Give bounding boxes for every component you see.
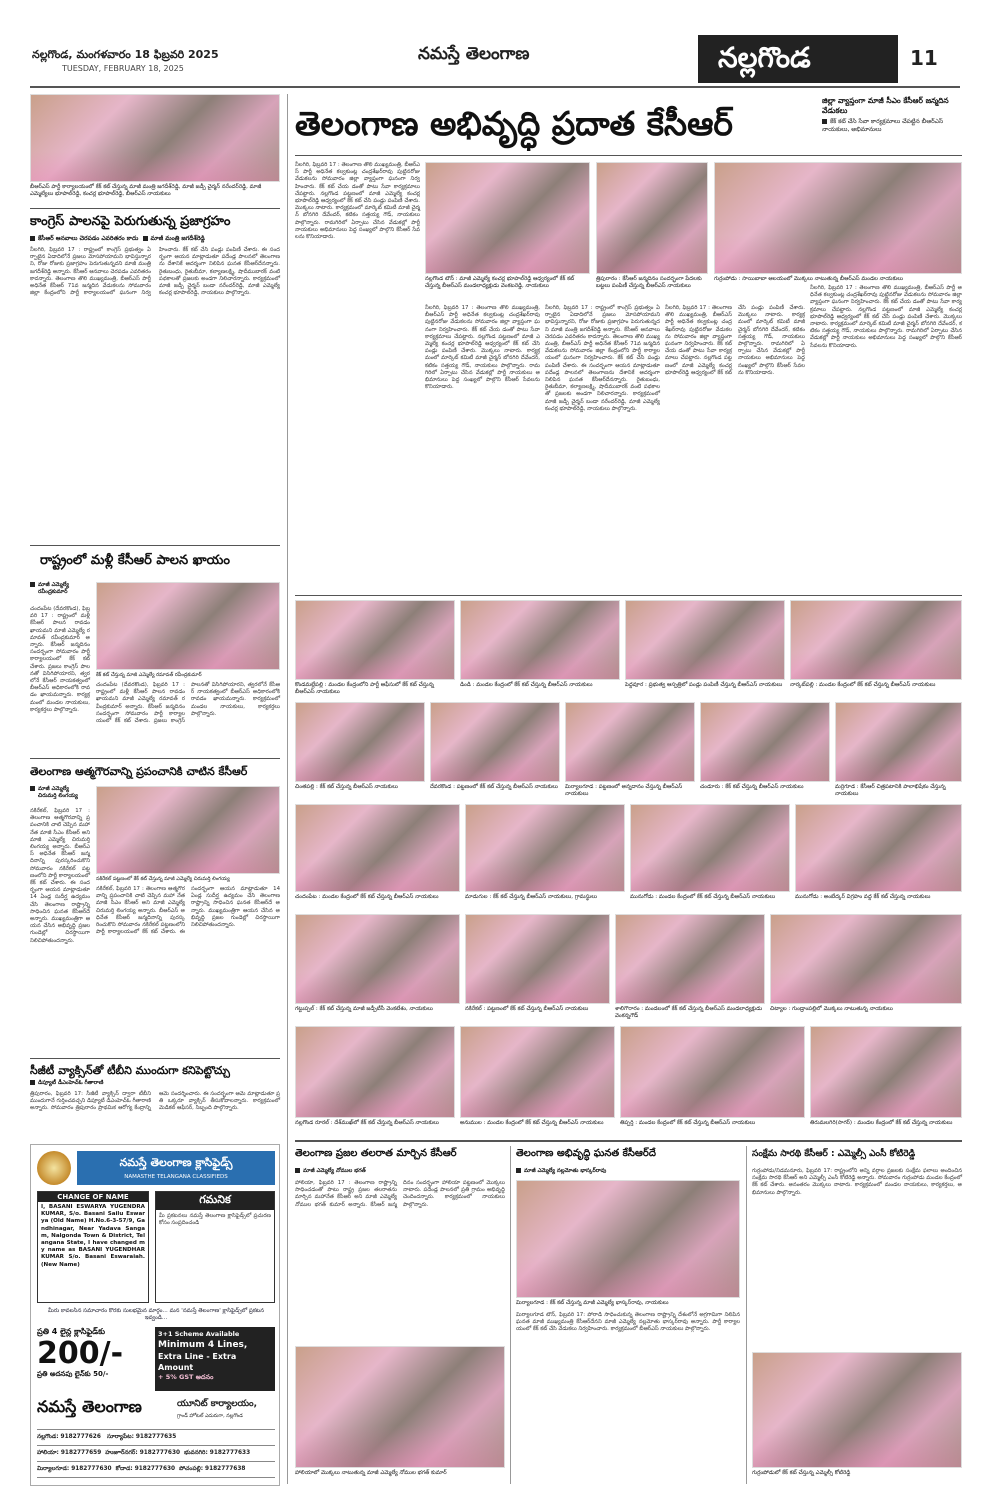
contacts-row xyxy=(37,1445,275,1461)
top-left-photo xyxy=(30,94,280,182)
classifieds-logo xyxy=(77,1151,275,1185)
story4-byline xyxy=(30,1080,280,1087)
grid-caption: తిప్పర్తి : మండల కేంద్రంలో కేక్ కట్ చేస్తున్న బీఆర్ఎస్ నాయకులు xyxy=(620,1120,756,1126)
bottom1-byline xyxy=(295,1168,505,1175)
bullet-icon xyxy=(295,1168,300,1173)
lead-body-col1: నీలగిరి, ఫిబ్రవరి 17 : తెలంగాణ తొలి ముఖ్యమంత్రి, బీఆర్ఎస్ పార్టీ అధినేత కల్వకుంట్ల చంద్రశేఖర్‌రావు పుట్టినరోజు వేడుకలను సోమవారం జిల్లా వ్యాప్తంగా ఘనంగా నిర్వహించారు. కేక్ కట్ చేయ డంతో పాటు సేవా కార్యక్రమాలు చేపట్టారు. నల్లగొండ పట్టణంలో మాజీ ఎమ్మెల్యే కంచర్ల భూపాల్‌రెడ్డి ఆధ్వర్యంలో కేక్ కట్ చేసి పండ్లు పంపిణీ చేశారు. మొక్కలు నాటారు. కార్యక్రమంలో మార్కెట్ కమిటీ మాజీ చైర్మన్ బోనగిరి దేవేందర్, కటికం సత్తయ్య గౌడ్, నాయకులు పాల్గొన్నారు. రామగిరిలో ఏర్పాటు చేసిన వేడుకల్లో పార్టీ నాయకులు అభిమానులు పెద్ద సంఖ్యలో పాల్గొని కేసీఆర్ సేవలను కొనియాడారు. xyxy=(295,162,420,241)
divider xyxy=(30,208,280,209)
price-head: ప్రతి 4 లైన్ల క్లాసిఫైడ్‌కు xyxy=(37,1327,106,1336)
divider xyxy=(295,1140,962,1142)
lead-body-col2: నీలగిరి, ఫిబ్రవరి 17 : తెలంగాణ తొలి ముఖ్యమంత్రి, బీఆర్ఎస్ పార్టీ అధినేత కల్వకుంట్ల చంద్రశేఖర్‌రావు పుట్టినరోజు వేడుకలను సోమవారం జిల్లా వ్యాప్తంగా ఘనంగా నిర్వహించారు. కేక్ కట్ చేయ డంతో పాటు సేవా కార్యక్రమాలు చేపట్టారు. నల్లగొండ పట్టణంలో మాజీ ఎమ్మెల్యే కంచర్ల భూపాల్‌రెడ్డి ఆధ్వర్యంలో కేక్ కట్ చేసి పండ్లు పంపిణీ చేశారు. మొక్కలు నాటారు. కార్యక్రమంలో మార్కెట్ కమిటీ మాజీ చైర్మన్ బోనగిరి దేవేందర్, కటికం సత్తయ్య గౌడ్, నాయకులు పాల్గొన్నారు. రామగిరిలో ఏర్పాటు చేసిన వేడుకల్లో పార్టీ నాయకులు అభిమానులు పెద్ద సంఖ్యలో పాల్గొని కేసీఆర్ సేవలను కొనియాడారు. xyxy=(425,305,540,391)
contact-item: నల్లగొండ: 9182777626 xyxy=(37,1434,101,1440)
classifieds-logo-text: నమస్తే తెలంగాణ క్లాసిఫైడ్స్ xyxy=(119,1156,233,1169)
story3-byline-name: చిరుమర్తి లింగయ్య xyxy=(38,793,78,799)
bottom3-body: గుర్రంపోడు/నిడమనూరు, ఫిబ్రవరి 17: రాష్ట్రంలోని అన్ని వర్గాల ప్రజలకు సంక్షేమ ఫలాలు అందించిన సంక్షేమ సారథి కేసీఆర్ అని ఎమ్మెల్సీ ఎంసీ కోటిరెడ్డి అన్నారు. సోమవారం గుర్రంపోడు మండల కేంద్రంలో కేక్ కట్ చేశారు. అనంతరం మొక్కలు నాటారు. కార్యక్రమంలో మండల నాయకులు, కార్యకర్తలు, అభిమానులు పాల్గొన్నారు. xyxy=(752,1168,962,1196)
grid-caption: మాడుగుల : కేక్ కట్ చేస్తున్న బీఆర్ఎస్ నాయకులు, గ్రామస్థులు xyxy=(465,894,598,900)
column-divider xyxy=(746,1146,747,1484)
price-panel xyxy=(37,1327,149,1391)
change-of-name-title: CHANGE OF NAME xyxy=(38,1192,148,1202)
story3-photo xyxy=(96,786,280,874)
bottom1-headline: తెలంగాణ ప్రజల తలరాత మార్చిన కేసీఆర్ xyxy=(295,1148,457,1159)
classifieds-logo-en: NAMASTHE TELANGANA CLASSIFIEDS xyxy=(124,1174,228,1180)
grid-caption: మునుగోడు : అంబేద్కర్ విగ్రహం వద్ద కేక్ కట్ చేస్తున్న నాయకులు xyxy=(795,894,931,900)
story1-sub-left: కేసీఆర్ ఆనవాలు చెరపడం ఎవరితరం కాదు xyxy=(38,235,139,242)
story2-body-right: చందంపేట (దేవరకొండ), ఫిబ్రవరి 17 : రాష్ట్రంలో మళ్లీ కేసీఆర్ పాలన రావడం ఖాయమని మాజీ ఎమ్మెల్యే రమావత్ రవీంద్రకుమార్ అన్నారు. కేసీఆర్ జన్మదినం సందర్భంగా సోమవారం పార్టీ కార్యాలయంలో కేక్ కట్ చేశారు. ప్రజలు కాంగ్రెస్ పాలనతో విసిగిపోయారని, త్వరలోనే కేసీఆర్ నాయకత్వంలో బీఆర్ఎస్ అధికారంలోకి రావడం ఖాయమన్నారు. కార్యక్రమంలో మండల నాయకులు, కార్యకర్తలు పాల్గొన్నారు. xyxy=(96,682,280,725)
office-logo: నమస్తే తెలంగాణ xyxy=(37,1397,142,1416)
office-panel xyxy=(37,1395,275,1425)
contact-item: కోదాడ: 9182777630 xyxy=(115,1466,176,1472)
grid-caption: కొండమల్లేపల్లి : మండల కేంద్రంలోని పార్టీ ఆఫీసులో కేక్ కట్ చేస్తున్న బీఆర్ఎస్ నాయకులు xyxy=(295,682,435,695)
grid-caption: దేవరకొండ : పట్టణంలో కేక్ కట్ చేస్తున్న బీఆర్ఎస్ నాయకులు xyxy=(430,784,558,790)
bottom2-byline xyxy=(516,1168,740,1175)
bottom1-byline-text: మాజీ ఎమ్మెల్యే నోముల భగత్ xyxy=(303,1168,366,1174)
grid-photo xyxy=(620,1026,805,1118)
grid-photo xyxy=(430,702,560,782)
grid-photo xyxy=(295,702,425,782)
office-sub: గ్రాండ్ హోటల్ ఎదురుగా, నల్లగొండ xyxy=(177,1413,243,1419)
classifieds-promo: మీరు కావలసిన సమాచారం కొరకు సులభమైన మార్గం... మన 'నమస్తే తెలంగాణ' క్లాసిఫైడ్స్‌లో ప్రకటన ఇవ్వండి... xyxy=(47,1308,265,1321)
bullet-icon xyxy=(143,236,148,241)
page-number: 11 xyxy=(910,46,938,70)
bottom1-photo xyxy=(295,1346,505,1468)
lead-photo-1 xyxy=(425,162,590,274)
grid-photo xyxy=(700,702,830,782)
divider xyxy=(30,1058,280,1059)
contact-item: సూర్యాపేట: 9182777635 xyxy=(106,1434,177,1440)
contact-item: మిర్యాలగూడ: 9182777630 xyxy=(37,1466,112,1472)
grid-photo xyxy=(625,600,785,680)
story3-byline xyxy=(30,786,90,800)
story2-headline: రాష్ట్రంలో మళ్లీ కేసీఆర్ పాలన ఖాయం xyxy=(40,553,230,568)
contacts-row xyxy=(37,1461,275,1478)
bullet-icon xyxy=(30,786,35,791)
story2-byline xyxy=(30,582,90,596)
grid-photo xyxy=(835,702,962,782)
grid-photo xyxy=(460,600,620,680)
grid-photo xyxy=(565,702,695,782)
story1-body: నీలగిరి, ఫిబ్రవరి 17 : రాష్ట్రంలో కాంగ్రెస్ ప్రభుత్వం ఏర్పాటైన ఏడాదిలోనే ప్రజలు మోసపోయామని భావిస్తున్నారని, రోజు రోజుకు ప్రజాగ్రహం పెరుగుతున్నదని మాజీ మంత్రి జగదీశ్‌రెడ్డి అన్నారు. కేసీఆర్ ఆనవాలు చెరపడం ఎవరితరం కాదన్నారు. తెలంగాణ తొలి ముఖ్యమంత్రి, బీఆర్ఎస్ పార్టీ అధినేత కేసీఆర్ 71వ జన్మదిన వేడుకలను సోమవారం జిల్లా కేంద్రంలోని పార్టీ కార్యాలయంలో ఘనంగా నిర్వహించారు. కేక్ కట్ చేసి పండ్లు పంపిణీ చేశారు. ఈ సందర్భంగా ఆయన మాట్లాడుతూ పదేండ్ల పాలనలో తెలంగాణను దేశానికే ఆదర్శంగా నిలిపిన ఘనత కేసీఆర్‌దేనన్నారు. రైతుబంధు, రైతుబీమా, కల్యాణలక్ష్మి, షాదీముబారక్ వంటి పథకాలతో ప్రజలకు అండగా నిలిచారన్నారు. కార్యక్రమంలో మాజీ జడ్పీ చైర్మన్ బండా నరేందర్‌రెడ్డి, మాజీ ఎమ్మెల్యే కంచర్ల భూపాల్‌రెడ్డి, నాయకులు పాల్గొన్నారు. xyxy=(30,247,280,297)
grid-photo xyxy=(810,1026,962,1118)
lead-photo-2-caption: త్రిపురారం : కేసీఆర్ జన్మదినం సందర్భంగా పేదలకు బట్టలు పంపిణీ చేస్తున్న బీఆర్ఎస్ నాయకులు xyxy=(596,276,702,289)
bullet-icon xyxy=(516,1168,521,1173)
contact-item: హాలియా: 9182777659 xyxy=(37,1450,102,1456)
story1-subhead xyxy=(30,235,280,242)
grid-caption: డిండి : మండల కేంద్రంలో కేక్ కట్ చేస్తున్న బీఆర్ఎస్ నాయకులు xyxy=(460,682,593,688)
notice-body: మీ ప్రకటనలు నమస్తే తెలంగాణ క్లాసిఫైడ్స్‌లో ప్రచురణ కోసం సంప్రదించండి xyxy=(159,1213,271,1227)
lead-side xyxy=(822,96,962,154)
lead-headline: తెలంగాణ అభివృద్ధి ప్రదాత కేసీఆర్ xyxy=(295,104,733,143)
grid-caption: చిట్యాల : గుండ్రాంపల్లిలో మొక్కలు నాటుతున్న నాయకులు xyxy=(770,1006,893,1012)
story4-headline: సీజీటీ వ్యాక్సిన్‌తో టీబీని ముందుగా కనిపెట్టొచ్చు xyxy=(30,1064,230,1077)
lead-side-sub: కేక్ కట్ చేసి సేవా కార్యక్రమాలు చేపట్టిన బీఆర్ఎస్ నాయకులు, అభిమానులు xyxy=(822,118,944,133)
story3-body-right: నకిరేకల్, ఫిబ్రవరి 17 : తెలంగాణ ఆత్మగౌరవాన్ని ప్రపంచానికి చాటి చెప్పిన మహా నేత మాజీ సీఎం కేసీఆర్ అని మాజీ ఎమ్మెల్యే చిరుమర్తి లింగయ్య అన్నారు. బీఆర్ఎస్ అధినేత కేసీఆర్ జన్మదినాన్ని పురస్కరించుకొని సోమవారం నకిరేకల్ పట్టణంలోని పార్టీ కార్యాలయంలో కేక్ కట్ చేశారు. ఈ సందర్భంగా ఆయన మాట్లాడుతూ 14 ఏండ్ల సుదీర్ఘ ఉద్యమం చేసి తెలంగాణ రాష్ట్రాన్ని సాధించిన ఘనత కేసీఆర్‌దే అన్నారు. ముఖ్యమంత్రిగా ఆయన చేసిన అభివృద్ధి ప్రజల గుండెల్లో చిరస్థాయిగా నిలిచిపోతుందన్నారు. xyxy=(96,886,280,936)
grid-caption: నల్లగొండ రూరల్ : దేశ్‌ముఖ్‌లో కేక్ కట్ చేస్తున్న బీఆర్ఎస్ నాయకులు xyxy=(295,1120,439,1126)
bullet-icon xyxy=(30,582,35,587)
grid-caption: అనుముల : మండల కేంద్రంలో కేక్ కట్ చేస్తున్న బీఆర్ఎస్ నాయకులు xyxy=(460,1120,604,1126)
bottom2-caption: మిర్యాలగూడ : కేక్ కట్ చేస్తున్న మాజీ ఎమ్మెల్యే భాస్కర్‌రావు, నాయకులు xyxy=(516,1300,669,1306)
contact-item: భువనగిరి: 9182777633 xyxy=(184,1450,251,1456)
bottom1-caption: హాలియాలో మొక్కలు నాటుతున్న మాజీ ఎమ్మెల్యే నోముల భగత్ కుమార్ xyxy=(295,1470,447,1476)
dateline-en: TUESDAY, FEBRUARY 18, 2025 xyxy=(62,64,184,73)
scheme-line: 3+1 Scheme Available xyxy=(158,1330,240,1338)
story3-headline: తెలంగాణ ఆత్మగౌరవాన్ని ప్రపంచానికి చాటిన కేసీఆర్ xyxy=(30,765,248,778)
lead-side-head: జిల్లా వ్యాప్తంగా మాజీ సీఎం కేసీఆర్ జన్మదిన వేడుకలు xyxy=(822,96,949,115)
change-of-name-body: I, BASANI ESWARYA YUGENDRA KUMAR, S/o. Basani Sailu Eswarya (Old Name) H.No.6-3-57/9, Gandhinagar, Near Yadava Sangam, Nalgonda Town & District, Telangana State, I have changed my name as BASANI YUGENDHAR KUMAR S/o. Basani Eswaraiah. (New Name) xyxy=(41,1204,145,1268)
story2-photo xyxy=(96,582,280,670)
story1-headline: కాంగ్రెస్ పాలనపై పెరుగుతున్న ప్రజాగ్రహం xyxy=(30,214,231,229)
story2-caption: కేక్ కట్ చేస్తున్న మాజీ ఎమ్మెల్యే రమావత్ రవీంద్రకుమార్ xyxy=(96,672,202,678)
column-divider xyxy=(510,1146,511,1484)
lead-photo-2 xyxy=(596,162,708,274)
notice-box xyxy=(155,1191,275,1303)
grid-photo xyxy=(295,600,455,680)
grid-photo xyxy=(790,600,962,680)
bullet-icon xyxy=(822,119,827,124)
story2-byline-role: మాజీ ఎమ్మెల్యే xyxy=(38,582,69,588)
bullet-icon xyxy=(30,1080,35,1085)
grid-caption: శాలిగౌరారం : మండలంలో కేక్ కట్ చేస్తున్న బీఆర్ఎస్ మండలాధ్యక్షుడు వెంకన్నగౌడ్ xyxy=(615,1006,763,1019)
dateline-te: నల్లగొండ, మంగళవారం 18 ఫిబ్రవరి 2025 xyxy=(32,48,219,61)
price-extra: ప్రతి అదనపు లైన్‌కు 50/- xyxy=(37,1370,109,1378)
lead-photo-3-caption: గుర్రంపోడు : సాయిబాబా ఆలయంలో మొక్కలు నాటుతున్న బీఆర్ఎస్ మండల నాయకులు xyxy=(714,276,904,282)
bottom3-caption: గుర్రంపోడులో కేక్ కట్ చేస్తున్న ఎమ్మెల్సీ కోటిరెడ్డి xyxy=(752,1470,851,1476)
divider xyxy=(295,155,962,156)
grid-photo xyxy=(295,914,460,1004)
grid-photo xyxy=(465,914,610,1004)
column-divider xyxy=(287,94,288,1484)
story2-byline-name: రవీంద్రకుమార్ xyxy=(38,589,68,595)
story4-byline-text: డిప్యూటీ డీఎంహెచ్‌ఓ గీతారాణి xyxy=(38,1080,104,1086)
bottom2-byline-text: మాజీ ఎమ్మెల్యే నల్లమోతు భాస్కర్‌రావు xyxy=(524,1168,607,1174)
grid-photo xyxy=(770,914,962,1004)
notice-title: గమనిక xyxy=(156,1192,274,1210)
grid-photo xyxy=(295,804,460,892)
classifieds-box xyxy=(30,1144,280,1486)
office-text: యూనిట్ కార్యాలయం, xyxy=(177,1399,258,1409)
masthead xyxy=(0,0,981,88)
bottom2-photo xyxy=(516,1180,740,1298)
bottom2-body: మిర్యాలగూడ టౌన్, ఫిబ్రవరి 17: పోరాడి సాధించుకున్న తెలంగాణ రాష్ట్రాన్ని దేశంలోనే అగ్రగామిగా నిలిపిన ఘనత మాజీ ముఖ్యమంత్రి కేసీఆర్‌దేనని మాజీ ఎమ్మెల్యే నల్లమోతు భాస్కర్‌రావు అన్నారు. పార్టీ కార్యాలయంలో కేక్ కట్ చేసి వేడుకలు నిర్వహించారు. కార్యక్రమంలో బీఆర్ఎస్ నాయకులు పాల్గొన్నారు. xyxy=(516,1312,740,1333)
bullet-icon xyxy=(30,236,35,241)
lead-body-col3: నీలగిరి, ఫిబ్రవరి 17 : రాష్ట్రంలో కాంగ్రెస్ ప్రభుత్వం ఏర్పాటైన ఏడాదిలోనే ప్రజలు మోసపోయామని భావిస్తున్నారని, రోజు రోజుకు ప్రజాగ్రహం పెరుగుతున్నదని మాజీ మంత్రి జగదీశ్‌రెడ్డి అన్నారు. కేసీఆర్ ఆనవాలు చెరపడం ఎవరితరం కాదన్నారు. తెలంగాణ తొలి ముఖ్యమంత్రి, బీఆర్ఎస్ పార్టీ అధినేత కేసీఆర్ 71వ జన్మదిన వేడుకలను సోమవారం జిల్లా కేంద్రంలోని పార్టీ కార్యాలయంలో ఘనంగా నిర్వహించారు. కేక్ కట్ చేసి పండ్లు పంపిణీ చేశారు. ఈ సందర్భంగా ఆయన మాట్లాడుతూ పదేండ్ల పాలనలో తెలంగాణను దేశానికే ఆదర్శంగా నిలిపిన ఘనత కేసీఆర్‌దేనన్నారు. రైతుబంధు, రైతుబీమా, కల్యాణలక్ష్మి, షాదీముబారక్ వంటి పథకాలతో ప్రజలకు అండగా నిలిచారన్నారు. కార్యక్రమంలో మాజీ జడ్పీ చైర్మన్ బండా నరేందర్‌రెడ్డి, మాజీ ఎమ్మెల్యే కంచర్ల భూపాల్‌రెడ్డి, నాయకులు పాల్గొన్నారు. xyxy=(545,305,660,412)
divider xyxy=(295,595,962,596)
lead-body-col5: నీలగిరి, ఫిబ్రవరి 17 : తెలంగాణ తొలి ముఖ్యమంత్రి, బీఆర్ఎస్ పార్టీ అధినేత కల్వకుంట్ల చంద్రశేఖర్‌రావు పుట్టినరోజు వేడుకలను సోమవారం జిల్లా వ్యాప్తంగా ఘనంగా నిర్వహించారు. కేక్ కట్ చేయ డంతో పాటు సేవా కార్యక్రమాలు చేపట్టారు. నల్లగొండ పట్టణంలో మాజీ ఎమ్మెల్యే కంచర్ల భూపాల్‌రెడ్డి ఆధ్వర్యంలో కేక్ కట్ చేసి పండ్లు పంపిణీ చేశారు. మొక్కలు నాటారు. కార్యక్రమంలో మార్కెట్ కమిటీ మాజీ చైర్మన్ బోనగిరి దేవేందర్, కటికం సత్తయ్య గౌడ్, నాయకులు పాల్గొన్నారు. రామగిరిలో ఏర్పాటు చేసిన వేడుకల్లో పార్టీ నాయకులు అభిమానులు పెద్ద సంఖ్యలో పాల్గొని కేసీఆర్ సేవలను కొనియాడారు. xyxy=(810,285,962,349)
divider xyxy=(30,545,280,546)
contact-item: హుజూర్‌నగర్: 9182777630 xyxy=(105,1450,181,1456)
scheme-line: Extra Line - Extra Amount xyxy=(158,1352,237,1372)
scheme-line: Minimum 4 Lines, xyxy=(158,1340,248,1350)
grid-photo xyxy=(795,804,962,892)
grid-caption: మునుగోడు : మండల కేంద్రంలో కేక్ కట్ చేస్తున్న బీఆర్ఎస్ నాయకులు xyxy=(630,894,776,900)
divider xyxy=(30,758,280,759)
grid-photo xyxy=(615,914,765,1004)
grid-photo xyxy=(465,804,625,892)
lead-photo-3 xyxy=(714,162,962,274)
grid-photo xyxy=(460,1026,615,1118)
bottom3-photo xyxy=(752,1352,962,1468)
masthead-rule xyxy=(30,86,960,88)
grid-caption: మర్రిగూడ : కేసీఆర్ చిత్రపటానికి పాలాభిషేకం చేస్తున్న నాయకులు xyxy=(835,784,946,797)
lead-side-sub-wrap xyxy=(822,118,962,134)
grid-caption: నార్కట్‌పల్లి : మండల కేంద్రంలో కేక్ కట్ చేస్తున్న బీఆర్ఎస్ నాయకులు xyxy=(790,682,936,688)
bottom2-headline: తెలంగాణ అభివృద్ధి ఘనత కేసీఆర్‌దే xyxy=(516,1148,656,1159)
grid-caption: మిర్యాలగూడ : పట్టణంలో అన్నదానం చేస్తున్న బీఆర్ఎస్ నాయకులు xyxy=(565,784,683,797)
grid-caption: చింతపల్లి : కేక్ కట్ చేస్తున్న బీఆర్ఎస్ నాయకులు xyxy=(295,784,398,790)
grid-caption: చండూరు : కేక్ కట్ చేస్తున్న బీఆర్ఎస్ నాయకులు xyxy=(700,784,804,790)
scheme-panel xyxy=(155,1327,275,1391)
change-of-name-box xyxy=(37,1191,149,1303)
story1-sub-right: మాజీ మంత్రి జగదీశ్‌రెడ్డి xyxy=(150,235,205,242)
grid-caption: చందంపేట : మండల కేంద్రంలో కేక్ కట్ చేస్తున్న బీఆర్ఎస్ నాయకులు xyxy=(295,894,439,900)
story4-body: త్రిపురారం, ఫిబ్రవరి 17: సీజీటీ వ్యాక్సిన్ ద్వారా టీబీని ముందుగానే గుర్తించవచ్చని డిప్యూటీ డీఎంహెచ్‌ఓ గీతారాణి అన్నారు. సోమవారం త్రిపురారం ప్రాథమిక ఆరోగ్య కేంద్రాన్ని ఆమె సందర్శించారు. ఈ సందర్భంగా ఆమె మాట్లాడుతూ ప్రతి ఒక్కరూ వ్యాక్సిన్ తీసుకోవాలన్నారు. కార్యక్రమంలో మెడికల్ ఆఫీసర్, సిబ్బంది పాల్గొన్నారు. xyxy=(30,1091,280,1112)
classifieds-logo-emblem xyxy=(37,1151,71,1185)
grid-caption: నకిరేకల్ : పట్టణంలో కేక్ కట్ చేస్తున్న బీఆర్ఎస్ నాయకులు xyxy=(465,1006,589,1012)
contacts-list xyxy=(37,1429,275,1481)
contact-item: పోచంపల్లి: 9182777638 xyxy=(179,1466,246,1472)
grid-caption: పెద్దవూర : ప్రభుత్వ ఆస్పత్రిలో పండ్లు పంపిణీ చేస్తున్న బీఆర్ఎస్ నాయకులు xyxy=(625,682,783,688)
grid-photo xyxy=(630,804,790,892)
grid-caption: గట్టుప్పల్ : కేక్ కట్ చేస్తున్న మాజీ జడ్పీటీసీ వెంకటేశం, నాయకులు xyxy=(295,1006,433,1012)
grid-caption: తిరుమలగిరి(సాగర్) : మండల కేంద్రంలో కేక్ కట్ చేస్తున్న నాయకులు xyxy=(810,1120,953,1126)
story3-body-left: నకిరేకల్, ఫిబ్రవరి 17 : తెలంగాణ ఆత్మగౌరవాన్ని ప్రపంచానికి చాటి చెప్పిన మహా నేత మాజీ సీఎం కేసీఆర్ అని మాజీ ఎమ్మెల్యే చిరుమర్తి లింగయ్య అన్నారు. బీఆర్ఎస్ అధినేత కేసీఆర్ జన్మదినాన్ని పురస్కరించుకొని సోమవారం నకిరేకల్ పట్టణంలోని పార్టీ కార్యాలయంలో కేక్ కట్ చేశారు. ఈ సందర్భంగా ఆయన మాట్లాడుతూ 14 ఏండ్ల సుదీర్ఘ ఉద్యమం చేసి తెలంగాణ రాష్ట్రాన్ని సాధించిన ఘనత కేసీఆర్‌దే అన్నారు. ముఖ్యమంత్రిగా ఆయన చేసిన అభివృద్ధి ప్రజల గుండెల్లో చిరస్థాయిగా నిలిచిపోతుందన్నారు. xyxy=(30,808,90,944)
bottom1-body: హాలియా, ఫిబ్రవరి 17 : తెలంగాణ రాష్ట్రాన్ని సాధించడంతో పాటు రాష్ట్ర ప్రజల తలరాతను మార్చిన మహానేత కేసీఆర్ అని మాజీ ఎమ్మెల్యే నోముల భగత్ కుమార్ అన్నారు. కేసీఆర్ జన్మదినం సందర్భంగా హాలియా పట్టణంలో మొక్కలు నాటారు. పదేండ్ల పాలనలో ప్రతి గ్రామం అభివృద్ధి చెందిందన్నారు. కార్యక్రమంలో నాయకులు పాల్గొన్నారు. xyxy=(295,1180,505,1208)
section-title: నల్లగొండ xyxy=(718,41,811,74)
story3-caption: నకిరేకల్‌ పట్టణంలో కేక్ కట్ చేస్తున్న మాజీ ఎమ్మెల్యే చిరుమర్తి లింగయ్య xyxy=(96,876,230,882)
paper-name: నమస్తే తెలంగాణ xyxy=(418,44,530,64)
story2-body-left: చందంపేట (దేవరకొండ), ఫిబ్రవరి 17 : రాష్ట్రంలో మళ్లీ కేసీఆర్ పాలన రావడం ఖాయమని మాజీ ఎమ్మెల్యే రమావత్ రవీంద్రకుమార్ అన్నారు. కేసీఆర్ జన్మదినం సందర్భంగా సోమవారం పార్టీ కార్యాలయంలో కేక్ కట్ చేశారు. ప్రజలు కాంగ్రెస్ పాలనతో విసిగిపోయారని, త్వరలోనే కేసీఆర్ నాయకత్వంలో బీఆర్ఎస్ అధికారంలోకి రావడం ఖాయమన్నారు. కార్యక్రమంలో మండల నాయకులు, కార్యకర్తలు పాల్గొన్నారు. xyxy=(30,606,90,713)
scheme-line: + 5% GST అదనం xyxy=(158,1373,214,1381)
lead-photo-1-caption: నల్లగొండ టౌన్ : మాజీ ఎమ్మెల్యే కంచర్ల భూపాల్‌రెడ్డి ఆధ్వర్యంలో కేక్ కట్ చేస్తున్న బీఆర్ఎస్ మండలాధ్యక్షుడు వెంకటరెడ్డి, నాయకులు xyxy=(425,276,575,289)
top-left-caption: బీఆర్ఎస్ పార్టీ కార్యాలయంలో కేక్ కట్ చేస్తున్న మాజీ మంత్రి జగదీశ్‌రెడ్డి, మాజీ జడ్పీ చైర్మన్ నరేందర్‌రెడ్డి, మాజీ ఎమ్మెల్యేలు భూపాల్‌రెడ్డి, కంచర్ల భూపాల్‌రెడ్డి, బీఆర్ఎస్ నాయకులు xyxy=(30,184,262,197)
grid-photo xyxy=(295,1026,455,1118)
bottom3-headline: సంక్షేమ సారథి కేసీఆర్ : ఎమ్మెల్సీ ఎంసీ కోటిరెడ్డి xyxy=(752,1149,916,1159)
lead-body-col4: నీలగిరి, ఫిబ్రవరి 17 : తెలంగాణ తొలి ముఖ్యమంత్రి, బీఆర్ఎస్ పార్టీ అధినేత కల్వకుంట్ల చంద్రశేఖర్‌రావు పుట్టినరోజు వేడుకలను సోమవారం జిల్లా వ్యాప్తంగా ఘనంగా నిర్వహించారు. కేక్ కట్ చేయ డంతో పాటు సేవా కార్యక్రమాలు చేపట్టారు. నల్లగొండ పట్టణంలో మాజీ ఎమ్మెల్యే కంచర్ల భూపాల్‌రెడ్డి ఆధ్వర్యంలో కేక్ కట్ చేసి పండ్లు పంపిణీ చేశారు. మొక్కలు నాటారు. కార్యక్రమంలో మార్కెట్ కమిటీ మాజీ చైర్మన్ బోనగిరి దేవేందర్, కటికం సత్తయ్య గౌడ్, నాయకులు పాల్గొన్నారు. రామగిరిలో ఏర్పాటు చేసిన వేడుకల్లో పార్టీ నాయకులు అభిమానులు పెద్ద సంఖ్యలో పాల్గొని కేసీఆర్ సేవలను కొనియాడారు. xyxy=(665,305,805,376)
story3-byline-role: మాజీ ఎమ్మెల్యే xyxy=(38,786,69,792)
contacts-row xyxy=(37,1429,275,1445)
price-value: 200/- xyxy=(37,1336,124,1371)
